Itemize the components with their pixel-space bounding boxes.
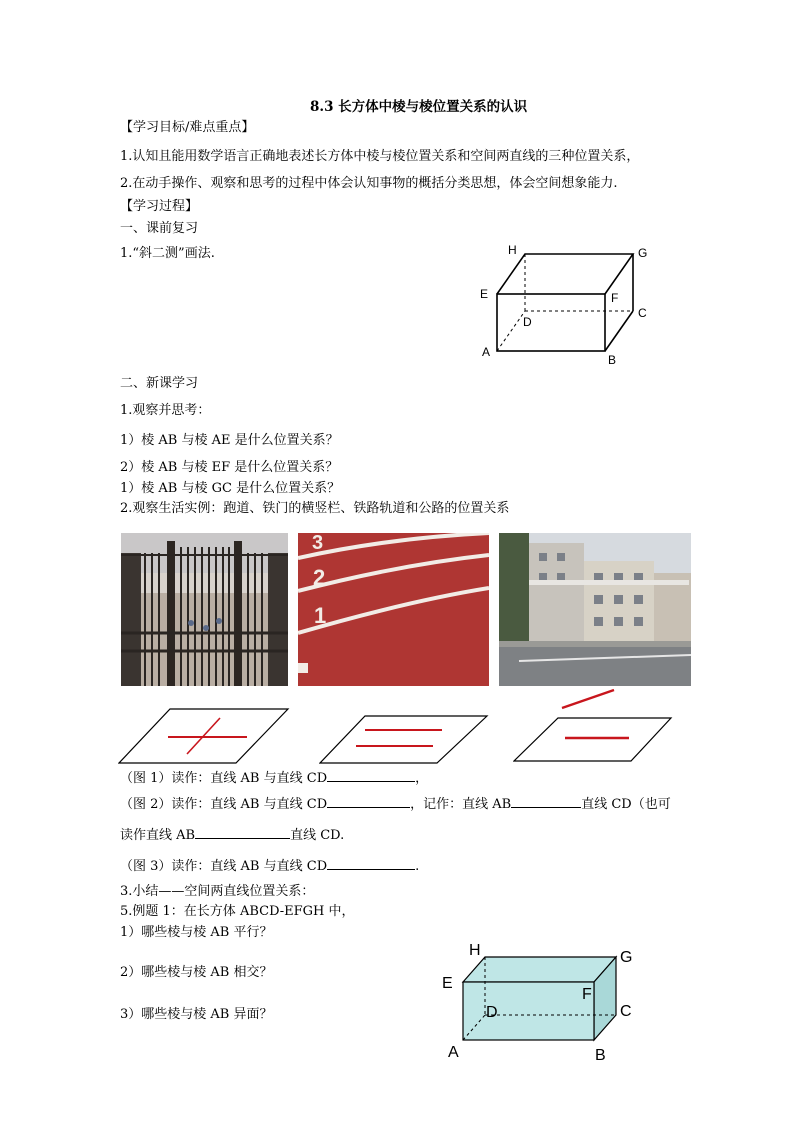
page-title: 8.3 长方体中棱与棱位置关系的认识 [310,99,528,115]
fig2-reading-line2: 读作直线 AB 直线 CD. [120,828,345,843]
plane-figure-3 [513,686,673,764]
plane-parallelogram [320,716,487,763]
label-h: H [508,243,517,257]
summary: 3.小结——空间两直线位置关系： [120,884,315,899]
label-a: A [482,345,491,359]
track-lane-number-3: 3 [312,533,324,554]
fig2-notation-blank[interactable] [511,795,581,808]
question-3: 1）棱 AB 与棱 GC 是什么位置关系？ [120,481,341,496]
fig1-reading: （图 1）读作：直线 AB 与直线 CD ， [120,771,429,786]
photo-running-track [298,533,489,686]
review-item-1: 1.“斜二测”画法. [120,246,215,261]
label-b: B [608,353,617,367]
label-h: H [469,942,481,959]
cuboid-hidden-edge-bottom [497,311,525,351]
cuboid-diagram-1 [470,238,660,368]
cuboid-front-face [463,982,594,1040]
cuboid-front-face [497,294,605,351]
photo-street [499,533,691,686]
cuboid-diagram-2 [436,940,646,1066]
cuboid-bottom-right-edge [605,311,633,351]
cuboid-top-face [463,957,616,982]
label-f: F [582,986,592,1003]
question-2: 2）棱 AB 与棱 EF 是什么位置关系？ [120,460,339,475]
label-e: E [442,975,453,992]
plane-figure-1 [118,705,290,767]
fig1-answer-blank[interactable] [327,769,415,782]
example-header: 5.例题 1：在长方体 ABCD-EFGH 中， [120,904,355,919]
cuboid-top-edges [497,254,633,294]
track-lane-number-1: 1 [314,603,327,628]
label-d: D [486,1004,498,1021]
process-header: 【学习过程】 [120,199,199,214]
fig2-answer-blank[interactable] [327,795,410,808]
fig2-reading: （图 2）读作：直线 AB 与直线 CD ，记作：直线 AB 直线 CD（也可 [120,797,671,812]
goal-2: 2.在动手操作、观察和思考的过程中体会认知事物的概括分类思想，体会空间想象能力. [120,176,618,191]
question-1: 1）棱 AB 与棱 AE 是什么位置关系？ [120,433,339,448]
new-learning-header: 二、新课学习 [120,376,199,391]
real-life-observe: 2.观察生活实例：跑道、铁门的横竖栏、铁路轨道和公路的位置关系 [120,501,510,516]
label-f: F [611,291,619,305]
example-question-1: 1）哪些棱与棱 AB 平行？ [120,925,273,940]
label-a: A [448,1044,459,1061]
plane-parallelogram [514,718,671,761]
plane-figure-2 [319,712,489,766]
label-g: G [620,949,633,966]
label-d: D [523,315,532,329]
observe-header: 1.观察并思考： [120,403,211,418]
label-c: C [620,1003,632,1020]
example-question-2: 2）哪些棱与棱 AB 相交？ [120,965,273,980]
track-lane-number-2: 2 [313,565,326,590]
label-b: B [595,1047,606,1064]
example-question-3: 3）哪些棱与棱 AB 异面？ [120,1007,273,1022]
label-c: C [638,306,647,320]
goals-header: 【学习目标/难点重点】 [120,120,255,135]
photo-iron-gate [121,533,288,686]
label-g: G [638,246,648,260]
line-ab [562,690,614,708]
fig3-reading: （图 3）读作：直线 AB 与直线 CD . [120,859,420,874]
goal-1: 1.认知且能用数学语言正确地表述长方体中棱与棱位置关系和空间两直线的三种位置关系， [120,149,640,164]
review-header: 一、课前复习 [120,221,199,236]
fig2-alt-blank[interactable] [195,826,290,839]
fig3-answer-blank[interactable] [327,857,415,870]
label-e: E [480,287,489,301]
